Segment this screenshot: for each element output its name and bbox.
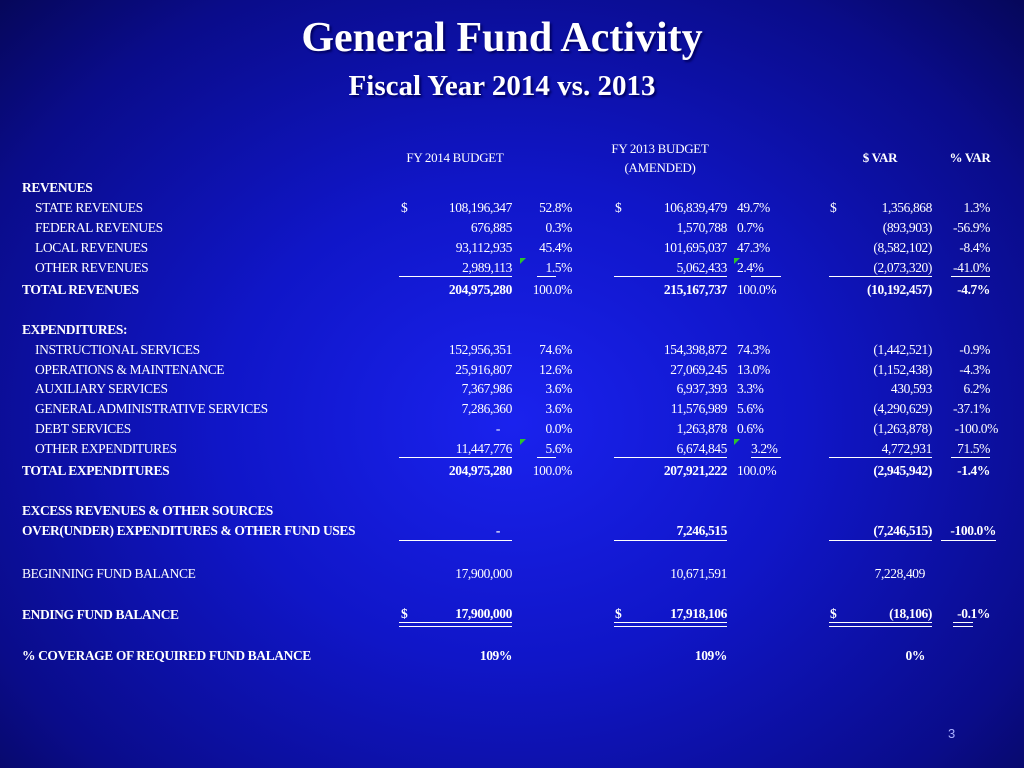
subtotal-underline — [751, 457, 781, 458]
fy2014-pct: 5.6% — [545, 441, 572, 456]
fy2013-value: 7,246,515 — [676, 523, 727, 538]
ending-double-underline — [829, 622, 932, 627]
currency-symbol: $ — [830, 606, 837, 621]
table-row — [0, 260, 1024, 280]
var-value: (1,263,878) — [873, 421, 932, 436]
fy2014-value: 676,885 — [470, 220, 512, 235]
fy2014-pct: 100.0% — [532, 463, 572, 478]
row-label: AUXILIARY SERVICES — [35, 381, 168, 396]
fy2014-value: 17,900,000 — [455, 566, 512, 581]
fy2014-pct: 74.6% — [539, 342, 572, 357]
table-row — [0, 240, 1024, 260]
subtotal-underline — [829, 457, 932, 458]
var-pct: -4.3% — [959, 362, 990, 377]
ending-double-underline — [399, 622, 512, 627]
var-pct: -4.7% — [957, 282, 990, 297]
fy2013-value: 10,671,591 — [670, 566, 727, 581]
ending-double-underline — [953, 622, 973, 627]
fy2013-pct: 100.0% — [737, 463, 777, 478]
total-expenditures-row — [0, 463, 1024, 483]
table-row — [0, 342, 1024, 362]
fy2013-pct: 0.6% — [737, 421, 764, 436]
fy2013-value: 1,263,878 — [676, 421, 727, 436]
var-value: (893,903) — [882, 220, 932, 235]
fy2014-pct: 3.6% — [545, 381, 572, 396]
fy2014-value: 7,367,986 — [461, 381, 512, 396]
var-pct: -1.4% — [957, 463, 990, 478]
subtotal-underline — [951, 457, 990, 458]
var-value: (2,945,942) — [873, 463, 932, 478]
var-pct: -56.9% — [953, 220, 990, 235]
cell-comment-marker — [520, 258, 526, 264]
fy2013-value: 207,921,222 — [663, 463, 727, 478]
currency-symbol: $ — [830, 200, 837, 215]
var-value: 1,356,868 — [881, 200, 932, 215]
subtotal-underline — [751, 276, 781, 277]
fy2013-value: 109% — [694, 648, 727, 663]
subtotal-underline — [829, 276, 932, 277]
var-pct: -0.9% — [959, 342, 990, 357]
var-value: 4,772,931 — [881, 441, 932, 456]
excess-underline — [614, 540, 727, 541]
table-row — [0, 200, 1024, 220]
header-var-dollar: $ VAR — [862, 150, 898, 165]
fy2013-value: 11,576,989 — [670, 401, 727, 416]
fy2013-value: 17,918,106 — [670, 606, 727, 621]
fy2013-value: 6,674,845 — [676, 441, 727, 456]
var-pct: 71.5% — [957, 441, 990, 456]
header-fy2013-line2: (AMENDED) — [624, 160, 696, 175]
var-value: 0% — [905, 648, 925, 663]
fy2013-value: 27,069,245 — [670, 362, 727, 377]
excess-label-line1: EXCESS REVENUES & OTHER SOURCES — [22, 503, 273, 518]
coverage-row — [0, 648, 1024, 668]
revenues-section-label: REVENUES — [22, 180, 93, 195]
fy2014-pct: 45.4% — [539, 240, 572, 255]
fy2013-pct: 0.7% — [737, 220, 764, 235]
subtotal-underline — [614, 457, 727, 458]
table-row — [0, 220, 1024, 240]
fy2014-value: 152,956,351 — [448, 342, 512, 357]
slide-title: General Fund Activity — [301, 15, 703, 61]
row-label: GENERAL ADMINISTRATIVE SERVICES — [35, 401, 268, 416]
header-fy2014: FY 2014 BUDGET — [406, 150, 504, 165]
fy2014-pct: 52.8% — [539, 200, 572, 215]
var-value: (18,106) — [889, 606, 932, 621]
fy2013-value: 215,167,737 — [663, 282, 727, 297]
var-pct: -41.0% — [953, 260, 990, 275]
fy2014-value: 25,916,807 — [455, 362, 512, 377]
var-value: (2,073,320) — [873, 260, 932, 275]
row-label: ENDING FUND BALANCE — [22, 607, 179, 622]
row-label: BEGINNING FUND BALANCE — [22, 566, 196, 581]
fy2013-pct: 47.3% — [737, 240, 770, 255]
var-pct: -100.0% — [954, 421, 998, 436]
var-pct: -37.1% — [953, 401, 990, 416]
subtotal-underline — [951, 276, 990, 277]
fy2014-value: 109% — [479, 648, 512, 663]
total-revenues-row — [0, 282, 1024, 302]
fy2013-pct: 49.7% — [737, 200, 770, 215]
table-row — [0, 362, 1024, 382]
row-label: % COVERAGE OF REQUIRED FUND BALANCE — [22, 648, 311, 663]
fy2014-value: 204,975,280 — [448, 463, 512, 478]
var-value: 7,228,409 — [874, 566, 925, 581]
excess-underline — [941, 540, 996, 541]
row-label: TOTAL REVENUES — [22, 282, 139, 297]
fy2013-value: 5,062,433 — [676, 260, 727, 275]
var-pct: 6.2% — [963, 381, 990, 396]
row-label: OTHER REVENUES — [35, 260, 149, 275]
table-row — [0, 401, 1024, 421]
fy2014-value: - — [495, 523, 500, 538]
fy2014-pct: 0.0% — [545, 421, 572, 436]
subtotal-underline — [537, 457, 556, 458]
var-value: (8,582,102) — [873, 240, 932, 255]
cell-comment-marker — [734, 258, 740, 264]
fy2013-value: 154,398,872 — [663, 342, 727, 357]
row-label: STATE REVENUES — [35, 200, 143, 215]
fy2014-value: 11,447,776 — [455, 441, 512, 456]
table-row — [0, 381, 1024, 401]
var-value: 430,593 — [890, 381, 932, 396]
fy2014-value: 93,112,935 — [455, 240, 512, 255]
subtotal-underline — [537, 276, 556, 277]
fy2013-pct: 13.0% — [737, 362, 770, 377]
fy2014-value: - — [495, 421, 500, 436]
fy2014-value: 108,196,347 — [448, 200, 512, 215]
currency-symbol: $ — [615, 606, 622, 621]
row-label: LOCAL REVENUES — [35, 240, 148, 255]
row-label: OPERATIONS & MAINTENANCE — [35, 362, 225, 377]
var-pct: -0.1% — [957, 606, 990, 621]
fy2013-value: 106,839,479 — [663, 200, 727, 215]
subtotal-underline — [399, 276, 512, 277]
fy2013-value: 101,695,037 — [663, 240, 727, 255]
revenues-section — [0, 180, 1024, 200]
slide-subtitle: Fiscal Year 2014 vs. 2013 — [348, 70, 656, 102]
fy2013-pct: 74.3% — [737, 342, 770, 357]
var-value: (1,152,438) — [873, 362, 932, 377]
expenditures-section — [0, 322, 1024, 342]
fy2013-value: 1,570,788 — [676, 220, 727, 235]
fy2014-value: 2,989,113 — [462, 260, 512, 275]
fy2014-pct: 0.3% — [545, 220, 572, 235]
var-pct: -8.4% — [959, 240, 990, 255]
row-label: FEDERAL REVENUES — [35, 220, 163, 235]
header-var-pct: % VAR — [949, 150, 991, 165]
fy2013-pct: 100.0% — [737, 282, 777, 297]
beginning-balance-row — [0, 566, 1024, 586]
currency-symbol: $ — [615, 200, 622, 215]
cell-comment-marker — [734, 439, 740, 445]
row-label: INSTRUCTIONAL SERVICES — [35, 342, 200, 357]
fy2013-pct: 3.3% — [737, 381, 764, 396]
table-row — [0, 441, 1024, 461]
row-label: DEBT SERVICES — [35, 421, 131, 436]
cell-comment-marker — [520, 439, 526, 445]
excess-underline — [829, 540, 932, 541]
fy2013-pct: 5.6% — [737, 401, 764, 416]
var-value: (4,290,629) — [873, 401, 932, 416]
fy2014-value: 17,900,000 — [455, 606, 512, 621]
var-value: (1,442,521) — [873, 342, 932, 357]
fy2013-pct: 3.2% — [751, 441, 778, 456]
subtotal-underline — [614, 276, 727, 277]
currency-symbol: $ — [401, 200, 408, 215]
excess-label-line2: OVER(UNDER) EXPENDITURES & OTHER FUND USES — [22, 523, 356, 538]
fy2013-pct: 2.4% — [737, 260, 764, 275]
fy2014-pct: 1.5% — [545, 260, 572, 275]
row-label: OTHER EXPENDITURES — [35, 441, 177, 456]
subtotal-underline — [399, 457, 512, 458]
var-pct: -100.0% — [950, 523, 996, 538]
table-row — [0, 421, 1024, 441]
excess-label-row — [0, 503, 1024, 523]
fy2014-pct: 3.6% — [545, 401, 572, 416]
fy2014-value: 7,286,360 — [461, 401, 512, 416]
expenditures-section-label: EXPENDITURES: — [22, 322, 128, 337]
var-value: (10,192,457) — [867, 282, 932, 297]
currency-symbol: $ — [401, 606, 408, 621]
excess-underline — [399, 540, 512, 541]
header-fy2013-line1: FY 2013 BUDGET — [611, 141, 709, 156]
fy2013-value: 6,937,393 — [676, 381, 727, 396]
fy2014-pct: 100.0% — [532, 282, 572, 297]
fy2014-value: 204,975,280 — [448, 282, 512, 297]
page-number: 3 — [948, 726, 956, 741]
var-value: (7,246,515) — [873, 523, 932, 538]
row-label: TOTAL EXPENDITURES — [22, 463, 170, 478]
ending-double-underline — [614, 622, 727, 627]
fy2014-pct: 12.6% — [539, 362, 572, 377]
var-pct: 1.3% — [963, 200, 990, 215]
